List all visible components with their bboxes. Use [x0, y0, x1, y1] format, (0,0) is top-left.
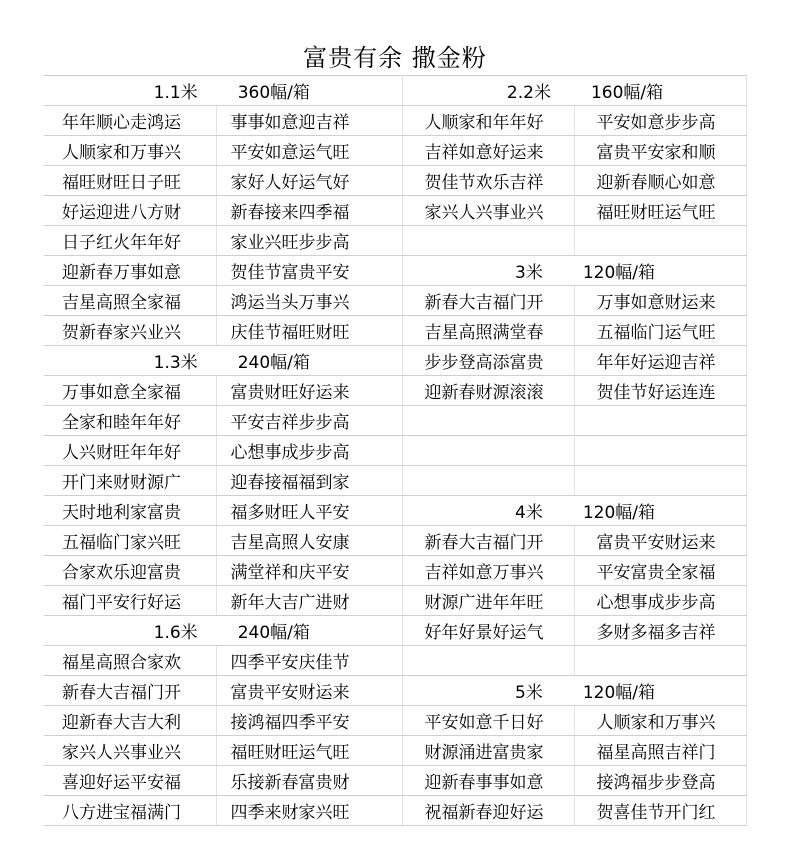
product-table [44, 75, 747, 826]
product-name-cell: 福多财旺人平安 [216, 496, 402, 526]
product-name-cell: 迎新春财源滚滚 [402, 376, 574, 406]
product-name-cell: 五福临门运气旺 [574, 316, 746, 346]
product-name-cell: 新春大吉福门开 [44, 676, 216, 706]
empty-cell [574, 406, 746, 436]
product-name-cell: 吉星高照满堂春 [402, 316, 574, 346]
product-name-cell: 合家欢乐迎富贵 [44, 556, 216, 586]
product-name-cell: 财源涌进富贵家 [402, 736, 574, 766]
empty-cell [402, 646, 574, 676]
product-name-cell: 喜迎好运平安福 [44, 766, 216, 796]
section-quantity: 160幅/箱 [590, 83, 664, 103]
product-name-cell: 步步登高添富贵 [402, 346, 574, 376]
table-row [44, 556, 746, 586]
product-name-cell: 迎春接福福到家 [216, 466, 402, 496]
table-row [44, 616, 746, 646]
table-row [44, 796, 746, 826]
table-row [44, 256, 746, 286]
product-name-cell: 万事如意全家福 [44, 376, 216, 406]
empty-cell [574, 226, 746, 256]
table-row [44, 706, 746, 736]
table-row [44, 196, 746, 226]
section-quantity: 120幅/箱 [582, 503, 656, 523]
product-name-cell: 天时地利家富贵 [44, 496, 216, 526]
product-name-cell: 年年顺心走鸿运 [44, 106, 216, 136]
empty-cell [402, 436, 574, 466]
product-name-cell: 万事如意财运来 [574, 286, 746, 316]
product-name-cell: 开门来财财源广 [44, 466, 216, 496]
product-name-cell: 福旺财旺运气旺 [216, 736, 402, 766]
product-name-cell: 贺佳节欢乐吉祥 [402, 166, 574, 196]
product-name-cell: 福旺财旺日子旺 [44, 166, 216, 196]
table-row [44, 586, 746, 616]
product-name-cell: 平安如意千日好 [402, 706, 574, 736]
product-name-cell: 福旺财旺运气旺 [574, 196, 746, 226]
table-row [44, 466, 746, 496]
product-name-cell: 鸿运当头万事兴 [216, 286, 402, 316]
section-quantity: 120幅/箱 [582, 683, 656, 703]
product-name-cell: 新春接来四季福 [216, 196, 402, 226]
table-row [44, 346, 746, 376]
product-name-cell: 日子红火年年好 [44, 226, 216, 256]
table-row [44, 76, 746, 106]
table-row [44, 376, 746, 406]
section-length: 3米 [515, 263, 543, 283]
section-header [44, 616, 402, 646]
product-name-cell: 家兴人兴事业兴 [402, 196, 574, 226]
empty-cell [402, 226, 574, 256]
product-name-cell: 平安富贵全家福 [574, 556, 746, 586]
section-header [402, 256, 746, 286]
empty-cell [574, 436, 746, 466]
product-name-cell: 贺喜佳节开门红 [574, 796, 746, 826]
product-name-cell: 家兴人兴事业兴 [44, 736, 216, 766]
section-quantity: 360幅/箱 [237, 83, 310, 103]
table-row [44, 736, 746, 766]
product-name-cell: 财源广进年年旺 [402, 586, 574, 616]
product-name-cell: 八方进宝福满门 [44, 796, 216, 826]
product-name-cell: 乐接新春富贵财 [216, 766, 402, 796]
product-name-cell: 好运迎进八方财 [44, 196, 216, 226]
table-row [44, 286, 746, 316]
empty-cell [574, 466, 746, 496]
product-name-cell: 迎新春顺心如意 [574, 166, 746, 196]
product-name-cell: 吉祥如意万事兴 [402, 556, 574, 586]
empty-cell [402, 406, 574, 436]
product-name-cell: 家业兴旺步步高 [216, 226, 402, 256]
table-row [44, 496, 746, 526]
product-name-cell: 祝福新春迎好运 [402, 796, 574, 826]
product-name-cell: 接鸿福四季平安 [216, 706, 402, 736]
product-name-cell: 贺佳节富贵平安 [216, 256, 402, 286]
product-name-cell: 吉星高照全家福 [44, 286, 216, 316]
product-name-cell: 四季来财家兴旺 [216, 796, 402, 826]
section-header [402, 76, 746, 106]
product-name-cell: 吉祥如意好运来 [402, 136, 574, 166]
page-title: 富贵有余 撒金粉 [303, 44, 487, 72]
table-row [44, 106, 746, 136]
table-row [44, 136, 746, 166]
section-quantity: 240幅/箱 [237, 353, 310, 373]
section-length: 4米 [515, 503, 543, 523]
product-name-cell: 新春大吉福门开 [402, 526, 574, 556]
section-quantity: 120幅/箱 [582, 263, 656, 283]
section-length: 1.3米 [153, 353, 198, 373]
product-name-cell: 福门平安行好运 [44, 586, 216, 616]
product-name-cell: 迎新春大吉大利 [44, 706, 216, 736]
product-name-cell: 人顺家和万事兴 [44, 136, 216, 166]
product-name-cell: 贺佳节好运连连 [574, 376, 746, 406]
section-length: 2.2米 [506, 83, 551, 103]
product-name-cell: 平安如意运气旺 [216, 136, 402, 166]
product-name-cell: 平安如意步步高 [574, 106, 746, 136]
product-name-cell: 福星高照合家欢 [44, 646, 216, 676]
product-name-cell: 吉星高照人安康 [216, 526, 402, 556]
product-name-cell: 事事如意迎吉祥 [216, 106, 402, 136]
section-quantity: 240幅/箱 [237, 623, 310, 643]
table-row [44, 406, 746, 436]
section-header [44, 346, 402, 376]
product-name-cell: 全家和睦年年好 [44, 406, 216, 436]
product-name-cell: 四季平安庆佳节 [216, 646, 402, 676]
product-name-cell: 富贵平安财运来 [216, 676, 402, 706]
empty-cell [574, 646, 746, 676]
product-name-cell: 接鸿福步步登高 [574, 766, 746, 796]
table-row [44, 316, 746, 346]
empty-cell [402, 466, 574, 496]
table-row [44, 766, 746, 796]
table-row [44, 646, 746, 676]
section-length: 1.1米 [153, 83, 198, 103]
product-name-cell: 好年好景好运气 [402, 616, 574, 646]
product-name-cell: 人顺家和年年好 [402, 106, 574, 136]
table-row [44, 436, 746, 466]
product-name-cell: 富贵平安家和顺 [574, 136, 746, 166]
product-name-cell: 庆佳节福旺财旺 [216, 316, 402, 346]
product-name-cell: 贺新春家兴业兴 [44, 316, 216, 346]
product-name-cell: 新春大吉福门开 [402, 286, 574, 316]
product-name-cell: 多财多福多吉祥 [574, 616, 746, 646]
table-row [44, 166, 746, 196]
product-name-cell: 富贵平安财运来 [574, 526, 746, 556]
product-name-cell: 满堂祥和庆平安 [216, 556, 402, 586]
section-length: 1.6米 [153, 623, 198, 643]
section-header [402, 496, 746, 526]
section-header [44, 76, 402, 106]
section-length: 5米 [515, 683, 543, 703]
product-name-cell: 富贵财旺好运来 [216, 376, 402, 406]
product-name-cell: 新年大吉广进财 [216, 586, 402, 616]
product-name-cell: 人顺家和万事兴 [574, 706, 746, 736]
section-header [402, 676, 746, 706]
table-row [44, 526, 746, 556]
table-row [44, 676, 746, 706]
product-name-cell: 心想事成步步高 [574, 586, 746, 616]
product-name-cell: 迎新春事事如意 [402, 766, 574, 796]
table-row [44, 226, 746, 256]
product-name-cell: 迎新春万事如意 [44, 256, 216, 286]
product-name-cell: 年年好运迎吉祥 [574, 346, 746, 376]
product-name-cell: 心想事成步步高 [216, 436, 402, 466]
product-name-cell: 平安吉祥步步高 [216, 406, 402, 436]
product-name-cell: 福星高照吉祥门 [574, 736, 746, 766]
product-name-cell: 五福临门家兴旺 [44, 526, 216, 556]
product-name-cell: 人兴财旺年年好 [44, 436, 216, 466]
product-name-cell: 家好人好运气好 [216, 166, 402, 196]
